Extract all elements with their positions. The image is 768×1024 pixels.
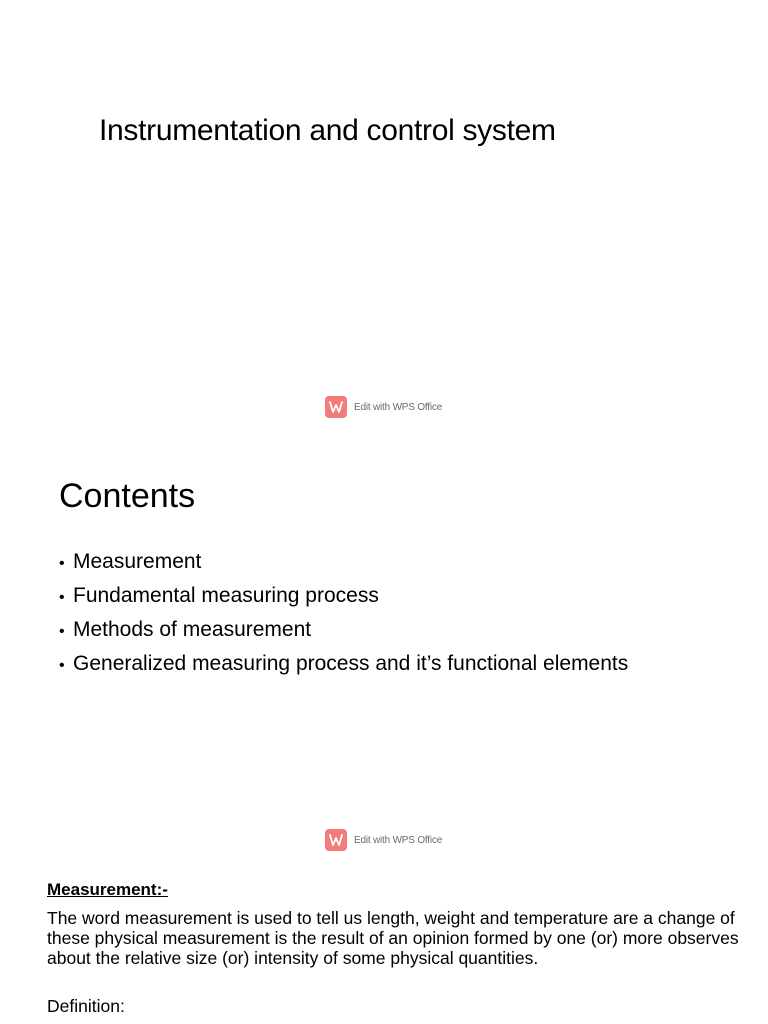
- list-item: [59, 648, 628, 682]
- contents-heading: Contents: [59, 477, 196, 515]
- measurement-heading: Measurement:-: [47, 880, 168, 899]
- slide-contents: [0, 433, 768, 866]
- list-item-label: Measurement: [73, 550, 202, 573]
- document-section: [0, 866, 768, 1024]
- list-item: [59, 546, 628, 580]
- definition-label: Definition:: [47, 996, 125, 1016]
- list-item: [59, 614, 628, 648]
- edit-with-wps-label: Edit with WPS Office: [354, 834, 443, 846]
- list-item: [59, 580, 628, 614]
- slide-title: Instrumentation and control system: [99, 114, 556, 147]
- bullet-icon: •: [59, 589, 65, 606]
- edit-with-wps-label: Edit with WPS Office: [354, 401, 443, 413]
- bullet-icon: •: [59, 623, 65, 640]
- list-item-label: Generalized measuring process and it’s functional elements: [73, 652, 629, 675]
- bullet-icon: •: [59, 555, 65, 572]
- wps-office-logo-icon: [325, 829, 347, 851]
- list-item-label: Fundamental measuring process: [73, 584, 379, 607]
- contents-list: [59, 546, 628, 682]
- list-item-label: Methods of measurement: [73, 618, 312, 641]
- measurement-paragraph: The word measurement is used to tell us length, weight and temperature are a change of these physical measurement is the result of an opinion formed by one (or) more observes about the relative size (or) intensity of some physical quantities.: [47, 908, 739, 968]
- bullet-icon: •: [59, 657, 65, 674]
- slide-title-page: [0, 0, 768, 433]
- edit-with-wps-badge[interactable]: [325, 396, 442, 418]
- wps-office-logo-icon: [325, 396, 347, 418]
- edit-with-wps-badge[interactable]: [325, 829, 442, 851]
